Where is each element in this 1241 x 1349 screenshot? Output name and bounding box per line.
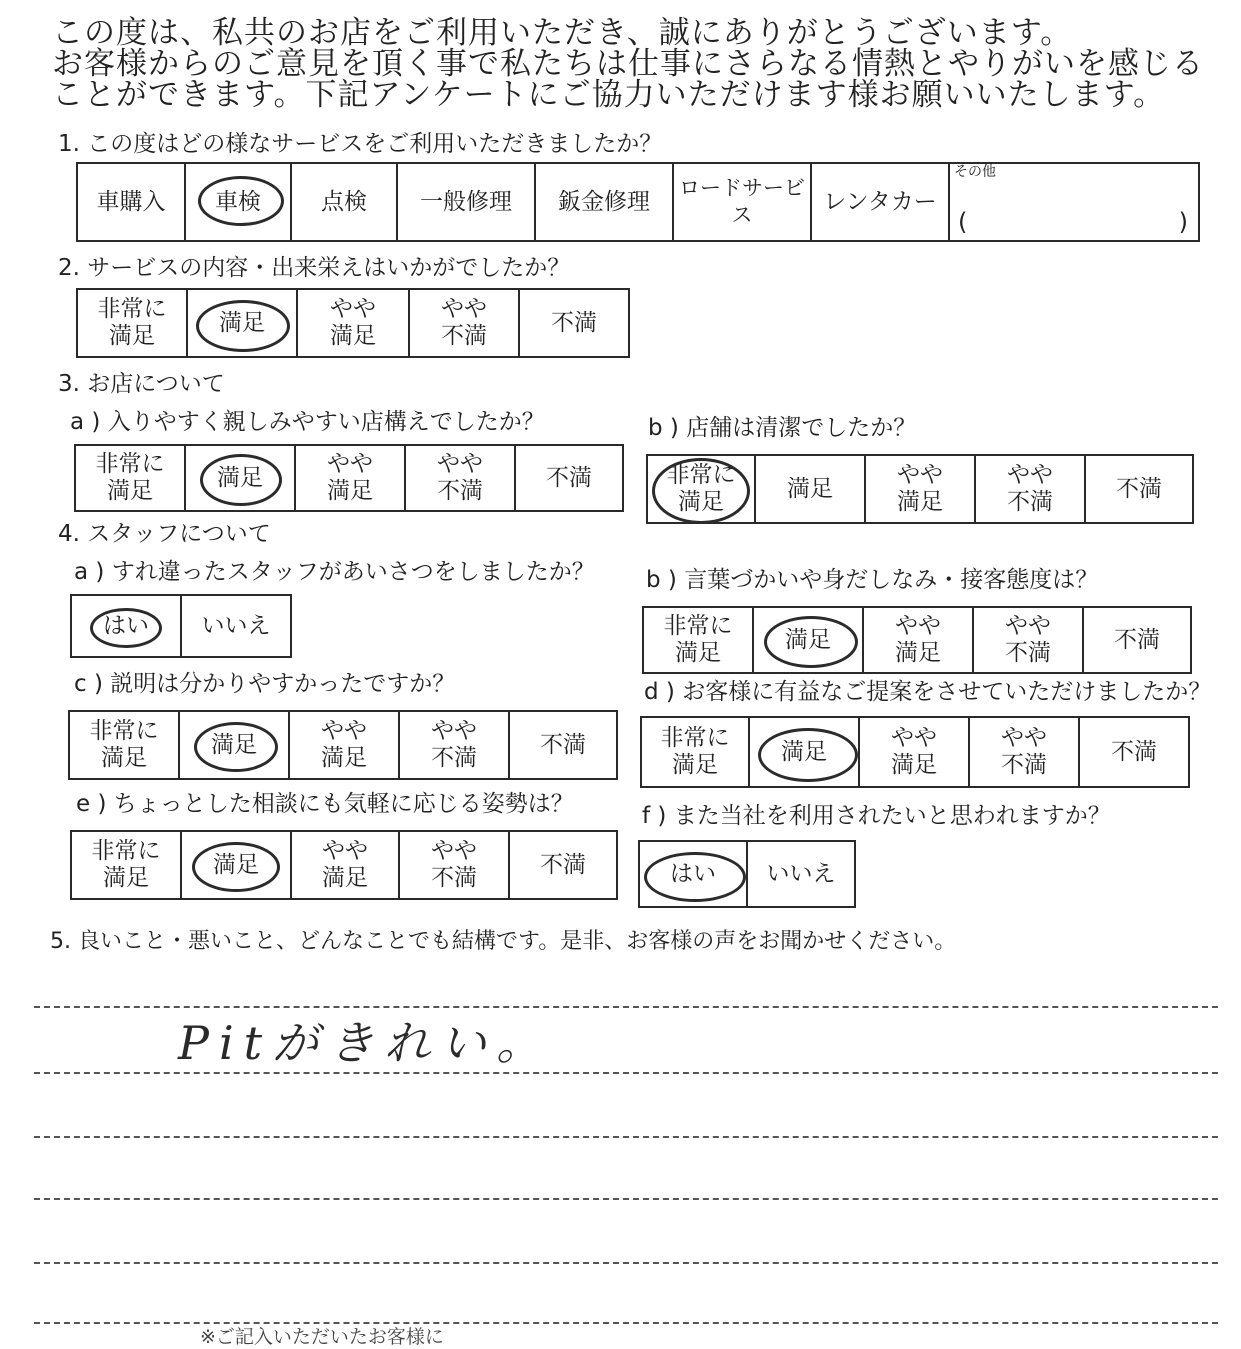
- scale-dissatisfied[interactable]: 不満: [1116, 475, 1162, 502]
- scale-very-satisfied[interactable]: 非常に 満足: [72, 832, 182, 898]
- scale-label: 満足: [217, 464, 263, 491]
- option-body-repair[interactable]: 鈑金修理: [536, 164, 674, 240]
- question-4c-label: c ) 説明は分かりやすかったですか？: [74, 671, 456, 697]
- scale-dissatisfied[interactable]: 不満: [546, 464, 592, 491]
- option-inspection-shaken[interactable]: [186, 164, 292, 240]
- option-label: 車検: [215, 188, 261, 215]
- question-1-options: [76, 162, 1200, 242]
- option-car-purchase[interactable]: 車購入: [78, 164, 186, 240]
- other-open-paren: (: [958, 208, 968, 236]
- scale-very-satisfied[interactable]: 非常に 満足: [78, 290, 188, 356]
- scale-somewhat-satisfied[interactable]: やや 満足: [864, 608, 974, 672]
- scale-dissatisfied[interactable]: 不満: [540, 851, 586, 878]
- scale-label: 満足: [785, 626, 831, 653]
- question-3-title: 3. お店について: [58, 371, 225, 397]
- scale-dissatisfied[interactable]: 不満: [540, 731, 586, 758]
- scale-satisfied[interactable]: [180, 712, 290, 778]
- question-1-title: 1. この度はどの様なサービスをご利用いただきましたか？: [58, 131, 663, 157]
- scale-label: 満足: [219, 309, 265, 336]
- question-3b-label: b ) 店舗は清潔でしたか？: [648, 415, 917, 441]
- intro-line-3: ことができます。下記アンケートにご協力いただけます様お願いいたします。: [52, 77, 1166, 113]
- scale-very-satisfied[interactable]: 非常に 満足: [76, 446, 186, 510]
- question-4c-scale: [68, 710, 618, 780]
- question-4d-label: d ) お客様に有益なご提案をさせていただけましたか？: [644, 679, 1212, 705]
- other-close-paren: ): [1178, 208, 1188, 236]
- scale-somewhat-satisfied[interactable]: やや 満足: [860, 718, 970, 786]
- scale-very-satisfied[interactable]: 非常に 満足: [642, 718, 750, 786]
- option-rental-car[interactable]: レンタカー: [812, 164, 950, 240]
- scale-label: 満足: [213, 851, 259, 878]
- scale-satisfied[interactable]: [750, 718, 860, 786]
- answer-label: はい: [103, 612, 149, 639]
- intro-line-2: お客様からのご意見を頂く事で私たちは仕事にさらなる情熱とやりがいを感じる: [52, 46, 1204, 82]
- answer-yes[interactable]: [640, 842, 748, 906]
- scale-somewhat-dissatisfied[interactable]: やや 不満: [400, 832, 510, 898]
- scale-somewhat-dissatisfied[interactable]: やや 不満: [970, 718, 1080, 786]
- option-general-repair[interactable]: 一般修理: [398, 164, 536, 240]
- scale-somewhat-dissatisfied[interactable]: やや 不満: [410, 290, 520, 356]
- question-3a-scale: [74, 444, 624, 512]
- question-2-title: 2. サービスの内容・出来栄えはいかがでしたか？: [58, 255, 571, 281]
- scale-somewhat-satisfied[interactable]: やや 満足: [298, 290, 410, 356]
- handwritten-comment: Pitがきれい。: [178, 1016, 553, 1070]
- scale-label: 満足: [781, 738, 827, 765]
- question-4-title: 4. スタッフについて: [58, 521, 271, 547]
- question-4b-scale: [642, 606, 1192, 674]
- scale-very-satisfied[interactable]: 非常に 満足: [70, 712, 180, 778]
- question-5-title: 5. 良いこと・悪いこと、どんなことでも結構です。是非、お客様の声をお聞かせください。: [50, 929, 957, 954]
- scale-dissatisfied[interactable]: 不満: [1114, 626, 1160, 653]
- footnote-text: ※ご記入いただいたお客様に: [200, 1326, 444, 1348]
- comment-line: [34, 1262, 1218, 1264]
- question-4e-label: e ) ちょっとした相談にも気軽に応じる姿勢は？: [76, 791, 574, 817]
- answer-no[interactable]: いいえ: [201, 612, 271, 639]
- question-4b-label: b ) 言葉づかいや身だしなみ・接客態度は？: [646, 567, 1099, 593]
- intro-line-1: この度は、私共のお店をご利用いただき、誠にありがとうございます。: [52, 15, 1073, 51]
- scale-somewhat-satisfied[interactable]: やや 満足: [290, 712, 400, 778]
- scale-somewhat-satisfied[interactable]: やや 満足: [866, 456, 976, 522]
- scale-dissatisfied[interactable]: 不満: [551, 309, 597, 336]
- answer-no[interactable]: いいえ: [766, 860, 836, 887]
- option-other-label: その他: [954, 164, 996, 180]
- question-3a-label: a ) 入りやすく親しみやすい店構えでしたか？: [70, 409, 545, 435]
- scale-somewhat-satisfied[interactable]: やや 満足: [292, 832, 400, 898]
- scale-satisfied[interactable]: 満足: [756, 456, 866, 522]
- answer-yes[interactable]: [72, 596, 182, 656]
- question-4a-yesno: [70, 594, 292, 658]
- question-4d-scale: [640, 716, 1190, 788]
- scale-very-satisfied[interactable]: 非常に 満足: [644, 608, 754, 672]
- scale-dissatisfied[interactable]: 不満: [1111, 738, 1157, 765]
- scale-satisfied[interactable]: [188, 290, 298, 356]
- option-other[interactable]: [950, 164, 1198, 240]
- comment-line: [34, 1136, 1218, 1138]
- question-4f-yesno: [638, 840, 856, 908]
- scale-somewhat-dissatisfied[interactable]: やや 不満: [400, 712, 510, 778]
- question-4e-scale: [70, 830, 618, 900]
- scale-somewhat-dissatisfied[interactable]: やや 不満: [974, 608, 1084, 672]
- scale-somewhat-satisfied[interactable]: やや 満足: [296, 446, 406, 510]
- scale-label: 満足: [211, 731, 257, 758]
- scale-somewhat-dissatisfied[interactable]: やや 不満: [406, 446, 516, 510]
- option-check[interactable]: 点検: [292, 164, 398, 240]
- answer-label: はい: [670, 860, 716, 887]
- comment-line: [34, 1072, 1218, 1074]
- scale-satisfied[interactable]: [182, 832, 292, 898]
- scale-satisfied[interactable]: [754, 608, 864, 672]
- question-4f-label: f ) また当社を利用されたいと思われますか？: [642, 803, 1111, 829]
- comment-line: [34, 1006, 1218, 1008]
- intro-text: [52, 15, 1232, 113]
- scale-satisfied[interactable]: [186, 446, 296, 510]
- scale-very-satisfied[interactable]: [648, 456, 756, 522]
- scale-somewhat-dissatisfied[interactable]: やや 不満: [976, 456, 1086, 522]
- question-3b-scale: [646, 454, 1194, 524]
- question-2-scale: [76, 288, 630, 358]
- scale-label: 非常に 満足: [666, 462, 736, 515]
- question-4a-label: a ) すれ違ったスタッフがあいさつをしましたか？: [74, 559, 595, 585]
- option-road-service[interactable]: ロードサービス: [674, 164, 812, 240]
- comment-line: [34, 1198, 1218, 1200]
